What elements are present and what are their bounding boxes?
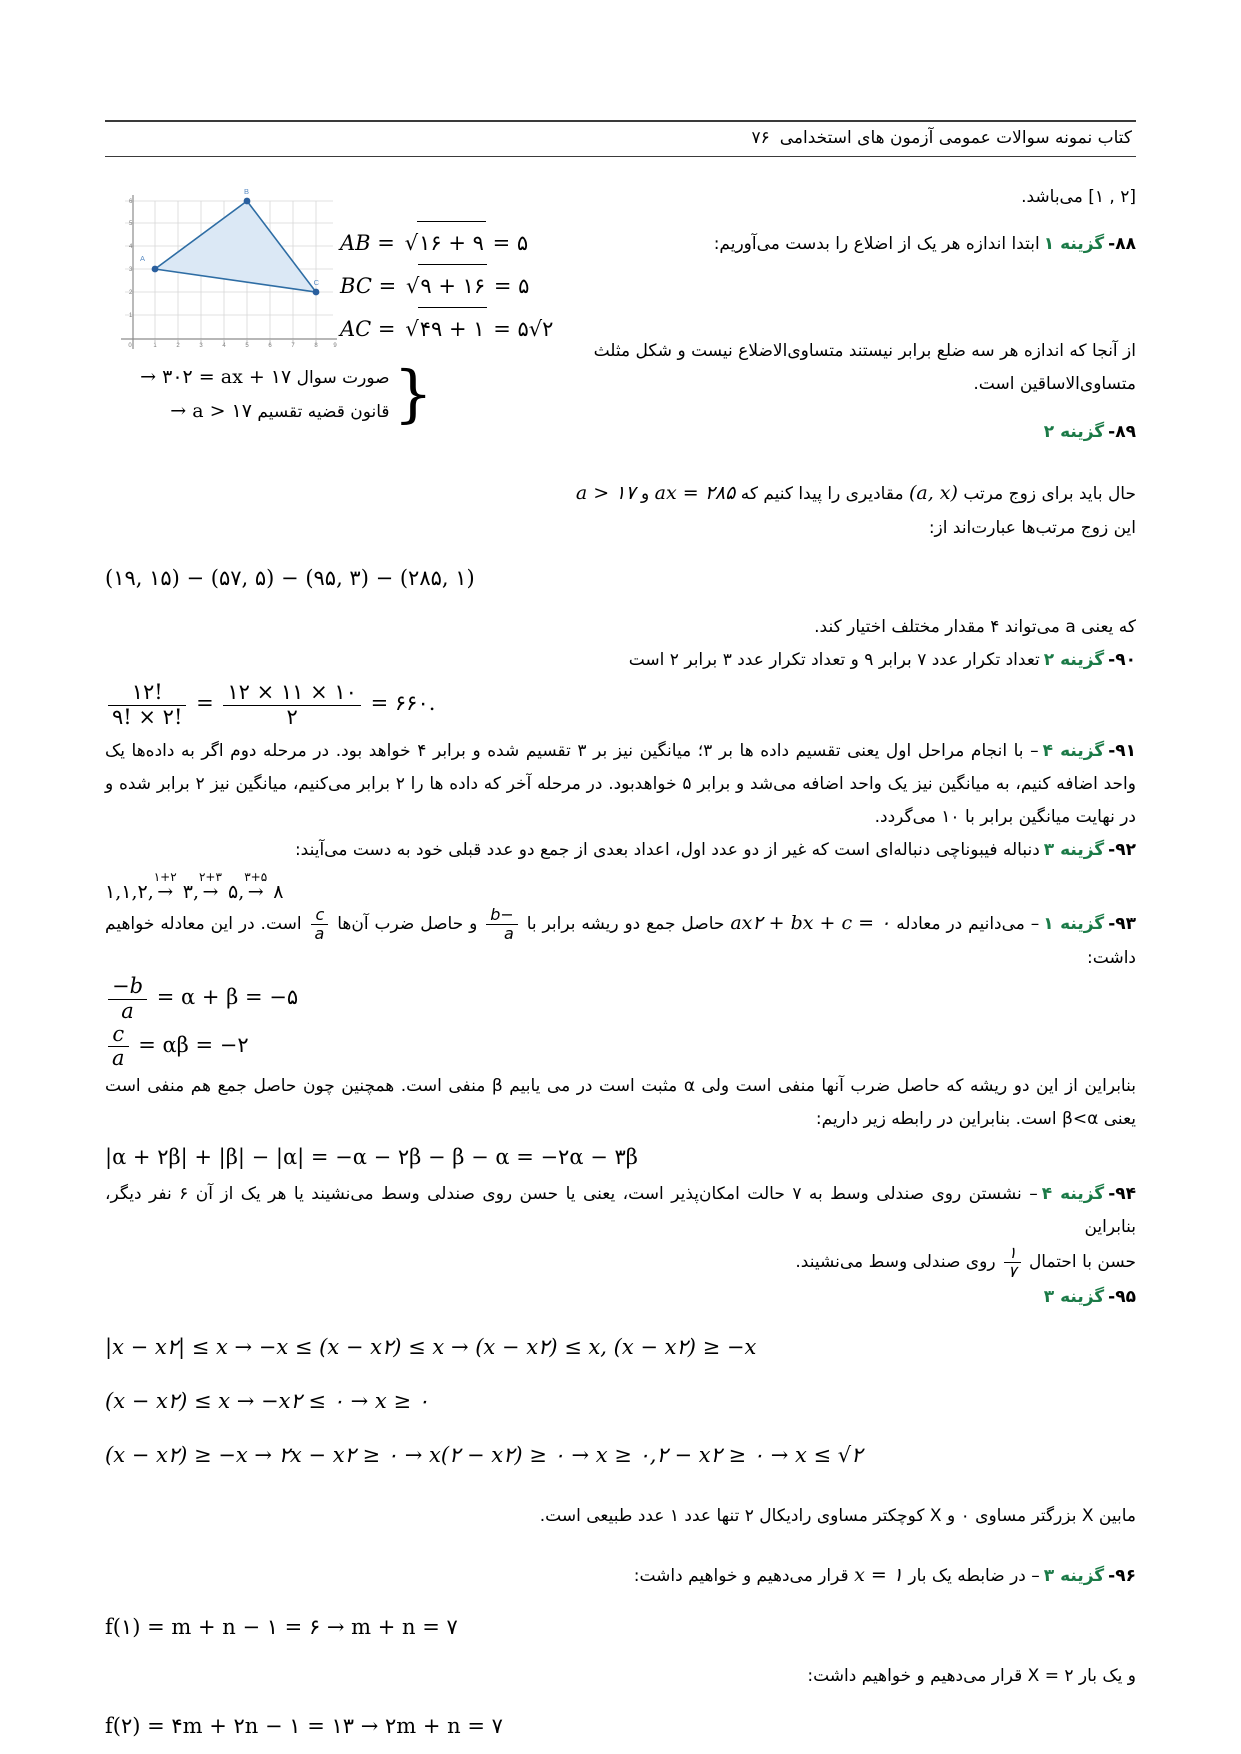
- point-c: [313, 289, 320, 296]
- q93-frac2-denominator: a: [311, 924, 329, 943]
- q89-brace-system: [105, 356, 435, 430]
- eq-ab-rhs: ۵: [516, 231, 529, 255]
- q89-ordered-pair: (a, x): [908, 482, 958, 504]
- answer-94-text: – نشستن روی صندلی وسط به ۷ حالت امکان‌پذیر است، یعنی یا حسن روی صندلی وسط می‌نشیند یا هر یک از آن ۶ نفر دیگر، بنابراین: [105, 1184, 1136, 1238]
- brace-bottom-equation: a > ۱۷: [192, 400, 252, 422]
- fib-value-2: ۵,: [227, 881, 245, 904]
- svg-text:5: 5: [245, 343, 249, 349]
- q94-tail-right: حسن با احتمال: [1028, 1252, 1136, 1273]
- eq-bc-rhs: ۵: [518, 274, 530, 298]
- q94-frac-numerator: ۱: [1007, 1243, 1017, 1263]
- q89-equation-1: ax = ۲۸۵: [654, 482, 736, 504]
- answer-92-line: [105, 834, 1136, 867]
- answer-92-text: دنباله فیبوناچی دنباله‌ای است که غیر از دو عدد اول، اعداد بعدی از جمع دو عدد قبلی خود به دست می‌آیند:: [294, 840, 1040, 861]
- answer-89-option: گزینه ۲: [1043, 421, 1105, 442]
- answer-92-number: ۹۲-: [1108, 840, 1136, 861]
- answer-96-number: ۹۶-: [1108, 1565, 1136, 1586]
- q90-fraction-left: [108, 681, 186, 728]
- answer-91-paragraph: [105, 735, 1136, 834]
- answer-95-option: گزینه ۳: [1043, 1286, 1105, 1307]
- q96-intro-pre: – در ضابطه یک بار: [908, 1565, 1040, 1586]
- answer-89-number: ۸۹-: [1108, 421, 1136, 442]
- header-title: کتاب نمونه سوالات عمومی آزمون های استخدامی: [779, 128, 1132, 148]
- svg-text:5: 5: [129, 221, 133, 227]
- svg-text:3: 3: [129, 267, 133, 273]
- q96-equation-1: f(۱) = m + n − ۱ = ۶ → m + n = ۷: [105, 1614, 458, 1639]
- q93-paragraph: بنابراین از این دو ریشه که حاصل ضرب آنها منفی است ولی α مثبت است در می یابیم β منفی است. همچنین چون حاصل جمع هم منفی است یعنی β<α است. بنابراین در رابطه زیر داریم:: [105, 1075, 1136, 1129]
- answer-89-line: [476, 416, 1136, 449]
- answer-91-option: گزینه ۴: [1042, 740, 1105, 761]
- point-a: [152, 266, 159, 273]
- q93-final-equation: |α + ۲β| + |β| − |α| = −α − ۲β − β − α = −۲α − ۳β: [105, 1145, 638, 1170]
- answer-88-line: [476, 228, 1136, 261]
- eq-ab-lhs: AB: [340, 231, 371, 255]
- fib-sum-3: ۳+۵: [244, 870, 268, 885]
- q89-line1-right: حال باید برای زوج مرتب: [963, 484, 1136, 504]
- eq-ac-rhs: ۵√۲: [517, 317, 554, 341]
- q89-line1: [105, 475, 1136, 512]
- q94-tail-line: [105, 1244, 1136, 1280]
- q93-fraction-product: [311, 906, 329, 942]
- q93-fraction-sum: [486, 906, 518, 942]
- eq-ab-expr: ۱۶ + ۹: [417, 221, 486, 264]
- svg-text:0: 0: [128, 343, 132, 349]
- q96-intro-b: و یک بار X = ۲ قرار می‌دهیم و خواهیم داشت:: [807, 1665, 1136, 1686]
- brace-bottom-label: قانون قضیه تقسیم: [257, 402, 390, 422]
- svg-text:6: 6: [268, 343, 272, 349]
- svg-text:7: 7: [291, 343, 295, 349]
- answer-95-number: ۹۵-: [1108, 1286, 1136, 1307]
- q93-eq-sum-fraction: [108, 975, 147, 1022]
- svg-text:8: 8: [314, 343, 318, 349]
- q89-ordered-pairs-list: (۱۹, ۱۵) − (۵۷, ۵) − (۹۵, ۳) − (۲۸۵, ۱): [105, 566, 475, 591]
- answer-90-line: [105, 644, 1136, 677]
- brace-top-equation: ۳۰۲ = ax + ۱۷: [162, 366, 292, 388]
- eq-ac-lhs: AC: [340, 317, 372, 341]
- q90-frac-right-numerator: ۱۲ × ۱۱ × ۱۰: [227, 680, 357, 705]
- answer-88-number: ۸۸-: [1108, 234, 1136, 255]
- answer-96-option: گزینه ۳: [1043, 1565, 1105, 1586]
- q90-result: ۶۶۰.: [394, 691, 436, 716]
- label-point-c: C: [313, 278, 319, 287]
- page-header: [105, 120, 1136, 157]
- answer-93-line: [105, 905, 1136, 975]
- answer-91-number: ۹۱-: [1108, 740, 1137, 761]
- q93-mid-2: و حاصل ضرب آن‌ها: [337, 914, 478, 935]
- label-point-b: B: [243, 187, 249, 196]
- q93-equation-product: [105, 1023, 1136, 1070]
- svg-text:1: 1: [129, 313, 133, 319]
- brace-line-bottom: قانون قضیه تقسیم → a > ۱۷: [170, 400, 390, 422]
- q88-right-column: [476, 181, 1136, 463]
- q95-line-2: (x − x۲) ≤ x → −x۲ ≤ ۰ → x ≥ ۰: [105, 1388, 429, 1413]
- answer-94-line: [105, 1178, 1136, 1244]
- q95-line-1: |x − x۲| ≤ x → −x ≤ (x − x۲) ≤ x → (x − x۲) ≤ x, (x − x۲) ≥ −x: [105, 1334, 757, 1359]
- point-b: [244, 198, 251, 205]
- intro-line: [۲ , ۱] می‌باشد.: [1021, 187, 1136, 207]
- q94-frac-denominator: ۷: [1004, 1262, 1021, 1281]
- answer-88-option: گزینه ۱: [1043, 234, 1105, 255]
- fib-step-1: ۱+۲ →: [153, 870, 177, 904]
- fib-sum-1: ۱+۲: [153, 870, 177, 885]
- svg-text:2: 2: [129, 290, 133, 296]
- answer-90-option: گزینه ۲: [1043, 650, 1105, 671]
- q92-fibonacci-sequence: [105, 871, 1136, 903]
- answer-88-text: ابتدا اندازه هر یک از اضلاع را بدست می‌آوریم:: [713, 234, 1040, 255]
- q93-eq-product-numerator: c: [112, 1021, 125, 1046]
- equation-ac: AC = √۴۹ + ۱ = ۵√۲: [340, 307, 640, 350]
- answer-93-text: – می‌دانیم در معادله: [896, 914, 1040, 935]
- q93-eq-sum-rhs: = α + β = −۵: [156, 985, 299, 1010]
- svg-text:6: 6: [129, 199, 133, 205]
- answer-95-line: [105, 1281, 1136, 1314]
- q89-conjunction: و: [641, 484, 650, 504]
- q93-mid-3: است. در این معادله خواهیم داشت:: [105, 914, 1136, 969]
- q88-conclusion: از آنجا که اندازه هر سه ضلع برابر نیستند متساوی‌الاضلاع نیست و شکل مثلث متساوی‌الاساقین است.: [593, 341, 1136, 395]
- q93-frac1-numerator: −b: [490, 905, 514, 925]
- svg-text:4: 4: [222, 343, 226, 349]
- answer-94-number: ۹۴-: [1108, 1184, 1137, 1205]
- brace-top-label: صورت سوال: [296, 368, 390, 388]
- equation-bc: BC = √۹ + ۱۶ = ۵: [340, 264, 640, 307]
- q90-equation: $\frac{۱۲!}{۹! \times ۲!}$ = $\frac{۱۲ \times ۱۱ \times ۱۰}{۲}$ = ۶۶۰.: [105, 681, 1136, 728]
- q93-frac2-numerator: c: [315, 905, 325, 925]
- svg-text:2: 2: [176, 343, 180, 349]
- q93-eq-sum-denominator: a: [108, 999, 147, 1023]
- svg-text:3: 3: [199, 343, 203, 349]
- q95-note: مابین X بزرگتر مساوی ۰ و X کوچکتر مساوی رادیکال ۲ تنها عدد ۱ عدد طبیعی است.: [539, 1505, 1136, 1526]
- svg-text:9: 9: [333, 343, 337, 349]
- q89-line1-mid: مقادیری را پیدا کنیم که: [740, 484, 904, 504]
- q93-eq-product-fraction: [108, 1023, 129, 1070]
- answer-90-text: تعداد تکرار عدد ۷ برابر ۹ و تعداد تکرار عدد ۳ برابر ۲ است: [628, 650, 1040, 671]
- q93-frac1-denominator: a: [486, 924, 518, 943]
- q89-equation-2: a > ۱۷: [575, 482, 636, 504]
- q95-line-3: (x − x۲) ≥ −x → ۲x − x۲ ≥ ۰ → x(۲ − x۲) ≥ ۰ → x ≥ ۰,۲ − x۲ ≥ ۰ → x ≤ √۲: [105, 1442, 863, 1467]
- q89-line2: این زوج مرتب‌ها عبارت‌اند از:: [928, 518, 1136, 539]
- chart-x-tick-labels: [128, 343, 337, 349]
- svg-text:4: 4: [129, 244, 133, 250]
- q96-intro-post: قرار می‌دهیم و خواهیم داشت:: [633, 1565, 849, 1586]
- q93-eq-product-denominator: a: [108, 1046, 129, 1070]
- triangle-shape: [155, 201, 316, 292]
- q90-frac-left-denominator: ۹! × ۲!: [108, 705, 186, 729]
- answer-96-line: [105, 1557, 1136, 1594]
- label-point-a: A: [139, 254, 145, 263]
- answer-94-option: گزینه ۴: [1041, 1184, 1105, 1205]
- q93-equation-sum: [105, 975, 1136, 1022]
- fib-start: ۱,۱,۲,: [105, 881, 154, 904]
- top-area: [105, 181, 1136, 451]
- eq-bc-expr: ۹ + ۱۶: [418, 264, 487, 307]
- answer-93-option: گزینه ۱: [1043, 914, 1105, 935]
- answer-90-number: ۹۰-: [1108, 650, 1136, 671]
- eq-ac-expr: ۴۹ + ۱: [418, 307, 487, 350]
- fib-value-1: ۳,: [182, 881, 199, 904]
- q93-quadratic-equation: ax۲ + bx + c = ۰: [730, 912, 891, 935]
- triangle-chart: [105, 181, 340, 356]
- q90-fraction-right: [223, 681, 361, 728]
- brace-line-top: صورت سوال → ۳۰۲ = ax + ۱۷: [140, 366, 390, 388]
- q90-frac-left-numerator: ۱۲!: [131, 680, 163, 705]
- curly-brace-icon: {: [393, 356, 433, 430]
- equation-ab: AB = √۱۶ + ۹ = ۵: [340, 221, 640, 264]
- chart-svg: [105, 181, 340, 356]
- fib-step-2: ۲+۳ →: [198, 870, 222, 904]
- q94-tail-left: روی صندلی وسط می‌نشیند.: [795, 1252, 996, 1273]
- fib-sum-2: ۲+۳: [198, 870, 222, 885]
- answer-92-option: گزینه ۳: [1043, 840, 1105, 861]
- chart-y-tick-labels: [129, 199, 133, 319]
- fib-step-3: ۳+۵ →: [244, 870, 268, 904]
- q93-mid-1: حاصل جمع دو ریشه برابر با: [526, 914, 725, 935]
- svg-text:1: 1: [153, 343, 157, 349]
- q96-substitution-1: x = ۱: [854, 1563, 903, 1586]
- q93-eq-product-rhs: = αβ = −۲: [138, 1032, 249, 1057]
- page-content: [105, 120, 1136, 1747]
- answer-91-text: – با انجام مراحل اول یعنی تقسیم داده ها بر ۳؛ میانگین نیز بر ۳ تقسیم شده و برابر ۴ خواهد بود. در مرحله دوم اگر به داده‌ها یک واحد اضافه کنیم، به میانگین نیز یک واحد اضافه می‌شد و برابر ۵ خواهدبود. در مرحله آخر که داده ها را ۲ برابر می‌کنیم، میانگین نیز ۲ برابر شده و در نهایت میانگین برابر با ۱۰ می‌گردد.: [105, 740, 1136, 827]
- header-page-number: ۷۶: [751, 128, 770, 148]
- fib-value-3: ۸: [273, 881, 284, 904]
- q93-eq-sum-numerator: −b: [112, 974, 144, 999]
- q94-probability-fraction: [1004, 1244, 1021, 1280]
- q90-frac-right-denominator: ۲: [223, 705, 361, 729]
- eq-bc-lhs: BC: [340, 274, 372, 298]
- q89-line3: که یعنی a می‌تواند ۴ مقدار مختلف اختیار کند.: [814, 617, 1136, 638]
- q96-equation-2: f(۲) = ۴m + ۲n − ۱ = ۱۳ → ۲m + n = ۷: [105, 1714, 503, 1739]
- answer-93-number: ۹۳-: [1108, 914, 1137, 935]
